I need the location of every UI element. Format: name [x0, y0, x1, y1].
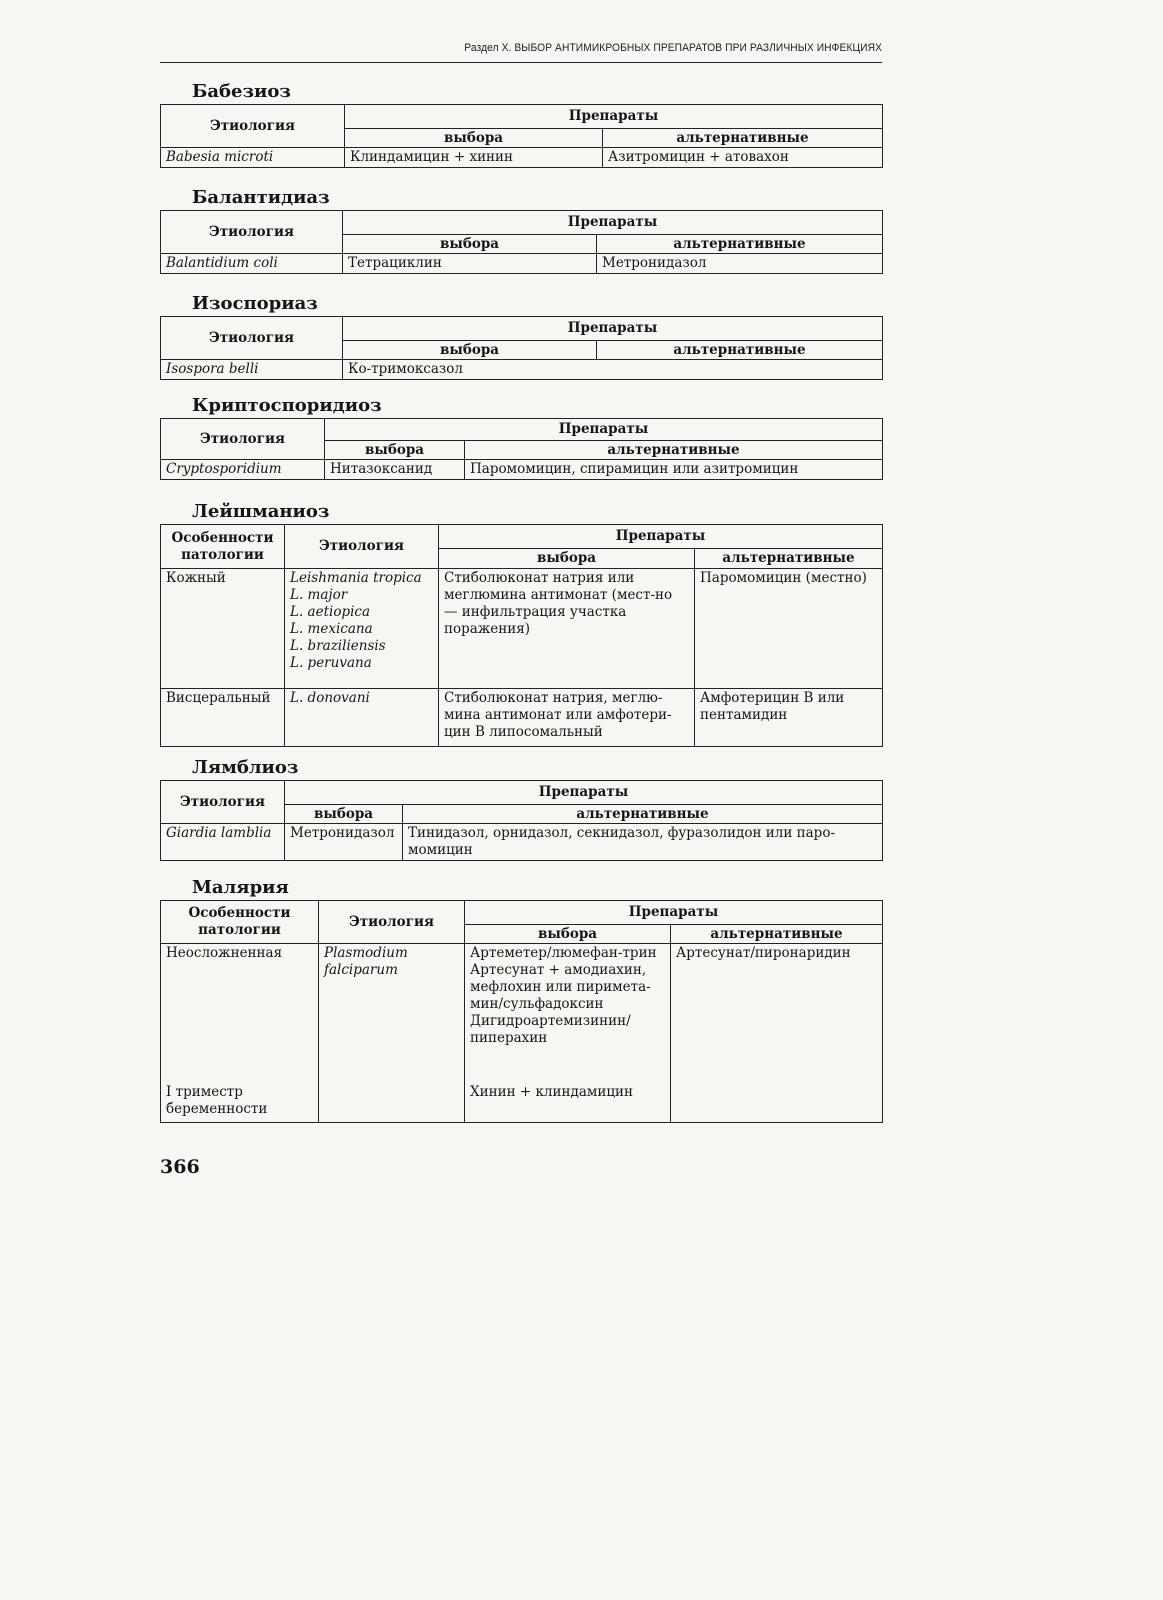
etiology-cell: Isospora belli [161, 360, 343, 380]
header-etiology: Этиология [161, 211, 343, 254]
header-etiology: Этиология [161, 105, 345, 148]
section-title-babesiosis: Бабезиоз [192, 81, 291, 102]
alternative-cell: Паромомицин (местно) [695, 569, 883, 689]
alternative-cell: Азитромицин + атовахон [603, 148, 883, 168]
header-alternative: альтернативные [695, 549, 883, 569]
feature-cell: Висцеральный [161, 689, 285, 747]
section-title-cryptosporidiosis: Криптоспоридиоз [192, 395, 382, 416]
table-row [161, 460, 883, 480]
header-etiology: Этиология [319, 901, 465, 944]
alternative-cell [671, 1083, 883, 1123]
header-drugs: Препараты [345, 105, 883, 129]
header-feature: Особенности патологии [161, 525, 285, 569]
header-drugs: Препараты [343, 211, 883, 235]
etiology-cell [319, 1083, 465, 1123]
table-row [161, 1083, 883, 1123]
etiology-cell: Babesia microti [161, 148, 345, 168]
choice-cell: Тетрациклин [343, 254, 597, 274]
header-etiology: Этиология [161, 317, 343, 360]
section-title-leishmaniasis: Лейшманиоз [192, 501, 330, 522]
header-choice: выбора [439, 549, 695, 569]
header-choice: выбора [325, 441, 465, 460]
table-row [161, 148, 883, 168]
section-title-isosporiasis: Изоспориаз [192, 293, 318, 314]
header-alternative: альтернативные [603, 129, 883, 148]
section-cryptosporidiosis [160, 394, 882, 480]
header-alternative: альтернативные [465, 441, 883, 460]
header-etiology: Этиология [161, 419, 325, 460]
etiology-cell: Cryptosporidium [161, 460, 325, 480]
choice-cell: Артеметер/люмефан-трин Артесунат + амодиахин, мефлохин или пиримета-мин/сульфадоксин Дигидроартемизинин/ пиперахин [465, 944, 671, 1083]
choice-cell: Ко-тримоксазол [343, 360, 883, 380]
table-row [161, 824, 883, 861]
etiology-cell: L. donovani [285, 689, 439, 747]
header-drugs: Препараты [465, 901, 883, 925]
header-choice: выбора [343, 235, 597, 254]
section-title-balantidiasis: Балантидиаз [192, 187, 330, 208]
table-row [161, 360, 883, 380]
page-number: 366 [160, 1156, 200, 1178]
header-drugs: Препараты [285, 781, 883, 805]
alternative-cell: Артесунат/пиронаридин [671, 944, 883, 1083]
header-drugs: Препараты [325, 419, 883, 441]
header-drugs: Препараты [343, 317, 883, 341]
section-leishmaniasis [160, 500, 882, 747]
etiology-cell: Leishmania tropica L. major L. aetiopica L. mexicana L. braziliensis L. peruvana [285, 569, 439, 689]
header-choice: выбора [285, 805, 403, 824]
header-choice: выбора [343, 341, 597, 360]
alternative-cell: Метронидазол [597, 254, 883, 274]
choice-cell: Стиболюконат натрия, меглю-мина антимонат или амфотери-цин В липосомальный [439, 689, 695, 747]
feature-cell: Неосложненная [161, 944, 319, 1083]
header-alternative: альтернативные [671, 925, 883, 944]
header-drugs: Препараты [439, 525, 883, 549]
alternative-cell: Тинидазол, орнидазол, секнидазол, фуразолидон или паро-момицин [403, 824, 883, 861]
header-choice: выбора [465, 925, 671, 944]
table-row [161, 944, 883, 1083]
leishmaniasis-table [160, 524, 883, 747]
table-row [161, 689, 883, 747]
etiology-cell: Balantidium coli [161, 254, 343, 274]
choice-cell: Стиболюконат натрия или меглюмина антимонат (мест-но — инфильтрация участка поражения) [439, 569, 695, 689]
table-row [161, 569, 883, 689]
running-header: Раздел X. ВЫБОР АНТИМИКРОБНЫХ ПРЕПАРАТОВ ПРИ РАЗЛИЧНЫХ ИНФЕКЦИЯХ [464, 42, 882, 54]
feature-cell: I триместр беременности [161, 1083, 319, 1123]
section-babesiosis [160, 80, 882, 168]
giardiasis-table [160, 780, 883, 861]
choice-cell: Хинин + клиндамицин [465, 1083, 671, 1123]
choice-cell: Клиндамицин + хинин [345, 148, 603, 168]
header-alternative: альтернативные [403, 805, 883, 824]
etiology-cell: Giardia lamblia [161, 824, 285, 861]
alternative-cell: Паромомицин, спирамицин или азитромицин [465, 460, 883, 480]
section-balantidiasis [160, 186, 882, 274]
isosporiasis-table [160, 316, 883, 380]
header-etiology: Этиология [285, 525, 439, 569]
section-title-malaria: Малярия [192, 877, 289, 898]
header-etiology: Этиология [161, 781, 285, 824]
section-title-giardiasis: Лямблиоз [192, 757, 299, 778]
etiology-cell: Plasmodium falciparum [319, 944, 465, 1083]
section-malaria [160, 876, 882, 1123]
header-feature: Особенности патологии [161, 901, 319, 944]
babesiosis-table [160, 104, 883, 168]
table-row [161, 254, 883, 274]
header-alternative: альтернативные [597, 341, 883, 360]
cryptosporidiosis-table [160, 418, 883, 480]
balantidiasis-table [160, 210, 883, 274]
section-giardiasis [160, 756, 882, 861]
malaria-table [160, 900, 883, 1123]
feature-cell: Кожный [161, 569, 285, 689]
choice-cell: Метронидазол [285, 824, 403, 861]
section-isosporiasis [160, 292, 882, 380]
alternative-cell: Амфотерицин В или пентамидин [695, 689, 883, 747]
choice-cell: Нитазоксанид [325, 460, 465, 480]
header-alternative: альтернативные [597, 235, 883, 254]
header-rule [160, 62, 882, 63]
header-choice: выбора [345, 129, 603, 148]
